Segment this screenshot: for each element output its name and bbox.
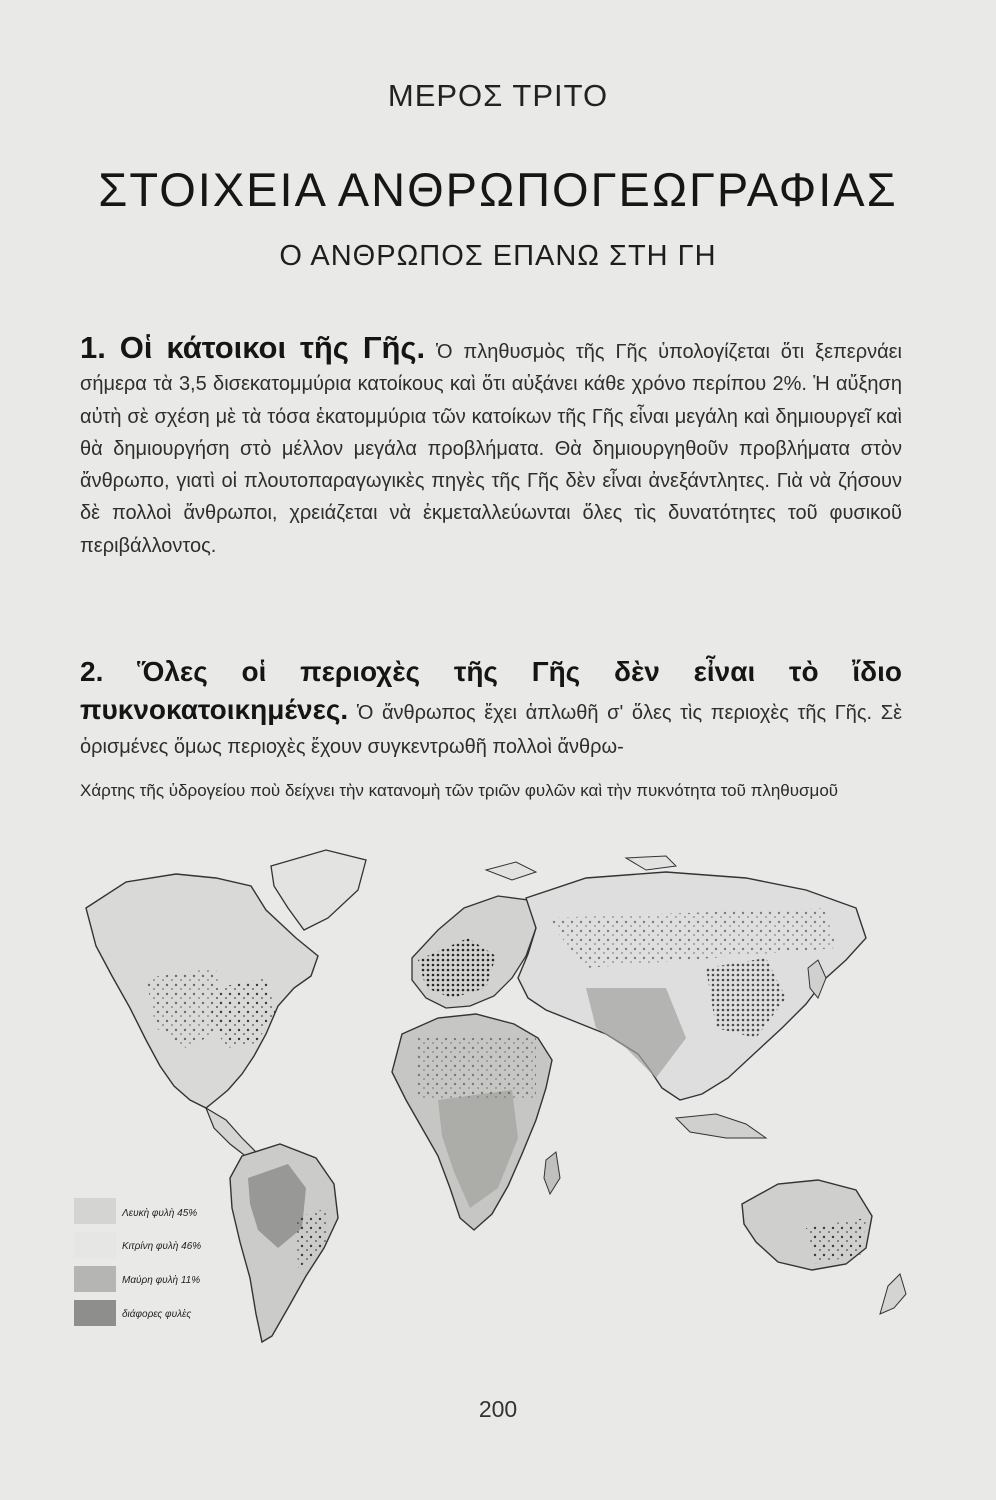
section-1-paragraph (80, 332, 902, 562)
section-2-paragraph (80, 654, 902, 764)
legend-swatch-white-race (74, 1198, 116, 1224)
legend-label-yellow-race: Κιτρίνη φυλὴ 46% (122, 1241, 202, 1252)
section-2-text: Ὁ ἄνθρωπος ἔχει ἁπλωθῆ σ' ὅλες τὶς περιοχὲς τῆς Γῆς. Σὲ ὁρισμένες ὅμως περιοχὲς ἔχουν συγκεντρωθῆ πολλοὶ ἄνθρω- (80, 702, 902, 758)
legend-swatch-yellow-race (74, 1232, 116, 1258)
part-heading: ΜΕΡΟΣ ΤΡΙΤΟ (387, 78, 609, 113)
section-1-heading: 1. Οἱ κάτοικοι τῆς Γῆς. (80, 330, 426, 365)
section-2-heading: 2. Ὅλες οἱ περιοχὲς τῆς Γῆς δὲν εἶναι τὸ ἴδιο πυκνοκατοικημένες. (80, 656, 902, 725)
map-legend (74, 1198, 201, 1326)
new-zealand-islands (880, 1274, 906, 1314)
madagascar-island (544, 1152, 560, 1194)
world-population-map (66, 838, 926, 1358)
page-number: 200 (478, 1396, 518, 1422)
central-america-landmass (206, 1108, 256, 1158)
legend-label-black-race: Μαύρη φυλὴ 11% (122, 1275, 201, 1286)
legend-swatch-mixed-races (74, 1300, 116, 1326)
legend-label-mixed-races: διάφορες φυλὲς (122, 1309, 192, 1320)
africa-settlements (416, 1038, 536, 1098)
greenland-landmass (271, 850, 366, 930)
figure-caption: Χάρτης τῆς ὑδρογείου ποὺ δείχνει τὴν κατανομὴ τῶν τριῶν φυλῶν καὶ τὴν πυκνότητα τοῦ πληθυσμοῦ (80, 781, 839, 800)
chapter-subtitle: Ο ΑΝΘΡΩΠΟΣ ΕΠΑΝΩ ΣΤΗ ΓΗ (279, 240, 717, 272)
indonesia-islands (676, 1114, 766, 1138)
section-1-text: Ὁ πληθυσμὸς τῆς Γῆς ὑπολογίζεται ὅτι ξεπερνάει σήμερα τὰ 3,5 δισεκατομμύρια κατοίκους καὶ ὅτι αὐξάνει κάθε χρόνο περίπου 2%. Ἡ αὔξηση αὐτὴ σὲ σχέση μὲ τὰ τόσα ἑκατομμύρια τῶν κατοίκων τῆς Γῆς εἶναι μεγάλη καὶ δημιουργεῖ καὶ θὰ δημιουργήση στὸ μέλλον μεγάλα προβλήματα. Θὰ δημιουργηθοῦν προβλήματα στὸν ἄνθρωπο, γιατὶ οἱ πλουτοπαραγωγικὲς πηγὲς τῆς Γῆς δὲν εἶναι ἀνεξάντλητες. Γιὰ νὰ ζήσουν δὲ πολλοὶ ἄνθρωποι, χρειάζεται νὰ ἐκμεταλλεύωνται ὅλες τὶς δυνατότητες τοῦ φυσικοῦ περιβάλλοντος. (80, 341, 902, 557)
chapter-title: ΣΤΟΙΧΕΙΑ ΑΝΘΡΩΠΟΓΕΩΓΡΑΦΙΑΣ (98, 163, 898, 216)
legend-swatch-black-race (74, 1266, 116, 1292)
legend-label-white-race: Λευκὴ φυλὴ 45% (122, 1208, 198, 1219)
